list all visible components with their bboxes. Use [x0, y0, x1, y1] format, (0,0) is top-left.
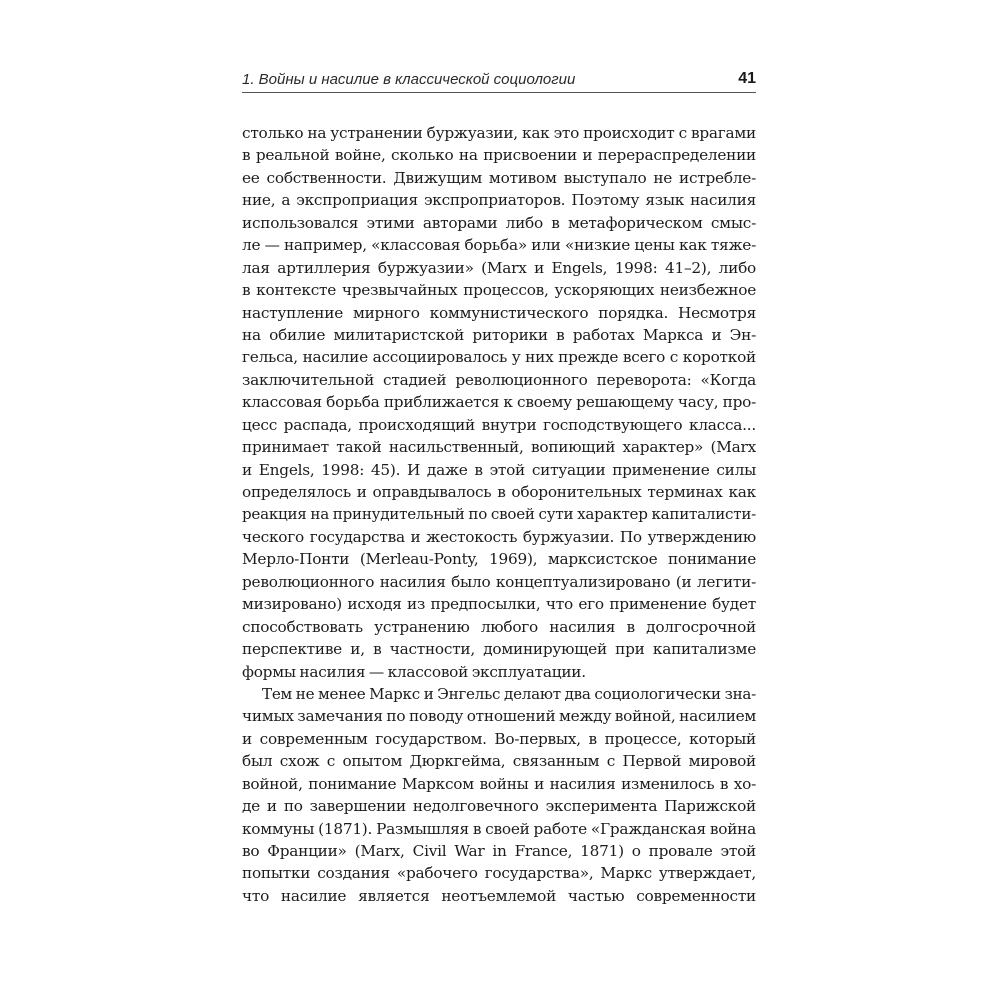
text-line: ние, а экспроприация экспроприаторов. Поэтому язык насилия — [242, 191, 756, 210]
text-line: ческого государства и жестокость буржуазии. По утверждению — [242, 527, 756, 546]
text-line: Тем не менее Маркс и Энгельс делают два социологически зна- — [262, 684, 756, 703]
text-line: ее собственности. Движущим мотивом выступало не истребле- — [242, 168, 756, 187]
text-line: на обилие милитаристской риторики в работах Маркса и Эн- — [242, 325, 756, 344]
text-line: заключительной стадией революционного переворота: «Когда — [242, 370, 756, 389]
text-line: и современным государством. Во-первых, в процессе, который — [242, 729, 756, 748]
body-text — [242, 122, 756, 907]
text-line: перспективе и, в частности, доминирующей при капитализме — [242, 640, 756, 659]
running-header — [242, 70, 756, 93]
text-line: использовался этими авторами либо в метафорическом смыс- — [242, 213, 756, 232]
text-line: ле — например, «классовая борьба» или «низкие цены как тяже- — [242, 236, 756, 255]
text-line: войной, понимание Марксом войны и насилия изменилось в хо- — [242, 774, 756, 793]
text-line: и Engels, 1998: 45). И даже в этой ситуации применение силы — [242, 460, 756, 479]
text-line: что насилие является неотъемлемой частью современности — [242, 886, 756, 905]
text-line: попытки создания «рабочего государства», Маркс утверждает, — [242, 864, 756, 883]
text-line: Мерло-Понти (Merleau-Ponty, 1969), марксистское понимание — [242, 550, 756, 569]
text-line: гельса, насилие ассоциировалось у них прежде всего с короткой — [242, 348, 756, 367]
text-line: определялось и оправдывалось в оборонительных терминах как — [242, 483, 756, 501]
text-line: де и по завершении недолговечного эксперимента Парижской — [242, 797, 756, 816]
paragraph-1 — [242, 122, 756, 683]
text-line: мизировано) исходя из предпосылки, что его применение будет — [242, 595, 756, 614]
text-line: классовая борьба приближается к своему решающему часу, про- — [242, 393, 756, 412]
text-line: цесс распада, происходящий внутри господствующего класса... — [242, 415, 756, 434]
text-line: столько на устранении буржуазии, как это происходит с врагами — [242, 124, 756, 142]
text-line: лая артиллерия буржуазии» (Marx и Engels, 1998: 41–2), либо — [242, 258, 756, 277]
text-line: принимает такой насильственный, вопиющий характер» (Marx — [242, 438, 756, 457]
text-line: был схож с опытом Дюркгейма, связанным с Первой мировой — [242, 752, 756, 771]
text-line: революционного насилия было концептуализировано (и легити- — [242, 572, 756, 591]
text-line: в контексте чрезвычайных процессов, ускоряющих неизбежное — [242, 281, 756, 300]
paragraph-2 — [242, 683, 756, 907]
running-title: 1. Войны и насилие в классической социологии — [242, 71, 576, 88]
page-number: 41 — [738, 70, 756, 87]
text-line: реакция на принудительный по своей сути характер капиталисти- — [242, 505, 756, 524]
text-line: во Франции» (Marx, Civil War in France, 1871) о провале этой — [242, 842, 756, 860]
text-line: в реальной войне, сколько на присвоении и перераспределении — [242, 146, 756, 165]
text-line: способствовать устранению любого насилия в долгосрочной — [242, 617, 756, 636]
text-line: чимых замечания по поводу отношений между войной, насилием — [242, 707, 757, 726]
text-line: коммуны (1871). Размышляя в своей работе «Гражданская война — [242, 819, 756, 838]
text-line: наступление мирного коммунистического порядка. Несмотря — [242, 303, 756, 322]
text-line: формы насилия — классовой эксплуатации. — [242, 662, 586, 681]
